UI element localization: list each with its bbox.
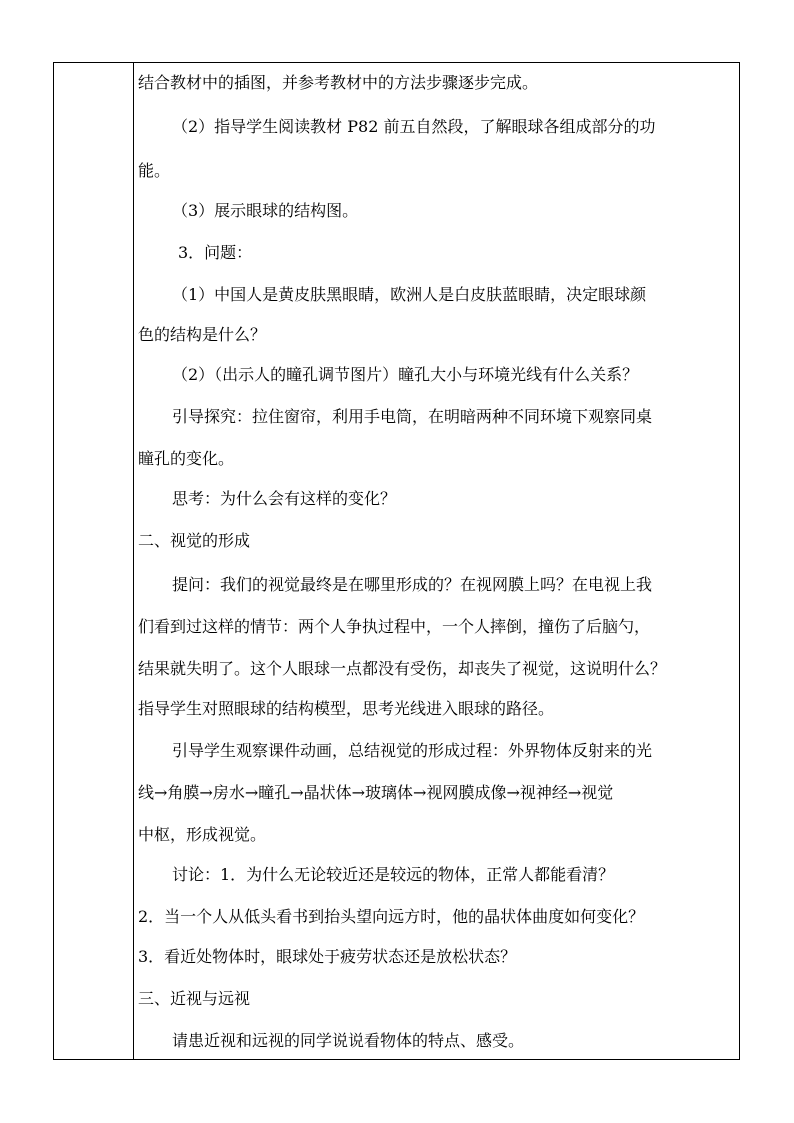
text-line: （2）（出示人的瞳孔调节图片）瞳孔大小与环境光线有什么关系？	[172, 365, 639, 384]
text-line: （2）指导学生阅读教材 P82 前五自然段，了解眼球各组成部分的功	[172, 117, 656, 136]
text-line: 三、近视与远视	[138, 989, 251, 1008]
text-line: 引导学生观察课件动画，总结视觉的形成过程：外界物体反射来的光	[172, 741, 653, 760]
text-line: 3．看近处物体时，眼球处于疲劳状态还是放松状态？	[138, 947, 517, 966]
text-line: 指导学生对照眼球的结构模型，思考光线进入眼球的路径。	[138, 699, 555, 718]
text-line: 提问：我们的视觉最终是在哪里形成的？在视网膜上吗？在电视上我	[172, 575, 653, 594]
text-line: 3．问题：	[178, 243, 253, 262]
text-line: 线→角膜→房水→瞳孔→晶状体→玻璃体→视网膜成像→视神经→视觉	[138, 783, 614, 802]
text-line: 中枢，形成视觉。	[138, 825, 267, 844]
text-line: 讨论：1．为什么无论较近还是较远的物体，正常人都能看清？	[172, 865, 615, 884]
text-line: 引导探究：拉住窗帘，利用手电筒，在明暗两种不同环境下观察同桌	[172, 407, 653, 426]
text-line: 色的结构是什么？	[138, 325, 267, 344]
left-column-cell	[54, 63, 134, 1059]
text-line: 二、视觉的形成	[138, 531, 251, 550]
text-line: 请患近视和远视的同学说说看物体的特点、感受。	[172, 1031, 525, 1050]
text-line: 能。	[138, 161, 171, 180]
text-line: （3）展示眼球的结构图。	[172, 201, 359, 220]
text-line: 瞳孔的变化。	[138, 449, 235, 468]
lesson-table	[53, 62, 740, 1060]
text-line: 思考：为什么会有这样的变化？	[172, 489, 397, 508]
text-line: （1）中国人是黄皮肤黑眼睛，欧洲人是白皮肤蓝眼睛，决定眼球颜	[172, 285, 647, 304]
text-line: 2．当一个人从低头看书到抬头望向远方时，他的晶状体曲度如何变化？	[138, 907, 645, 926]
text-line: 们看到过这样的情节：两个人争执过程中，一个人摔倒，撞伤了后脑勺，	[138, 617, 651, 636]
text-line: 结果就失明了。这个人眼球一点都没有受伤，却丧失了视觉，这说明什么？	[138, 659, 667, 678]
text-line: 结合教材中的插图，并参考教材中的方法步骤逐步完成。	[138, 73, 539, 92]
